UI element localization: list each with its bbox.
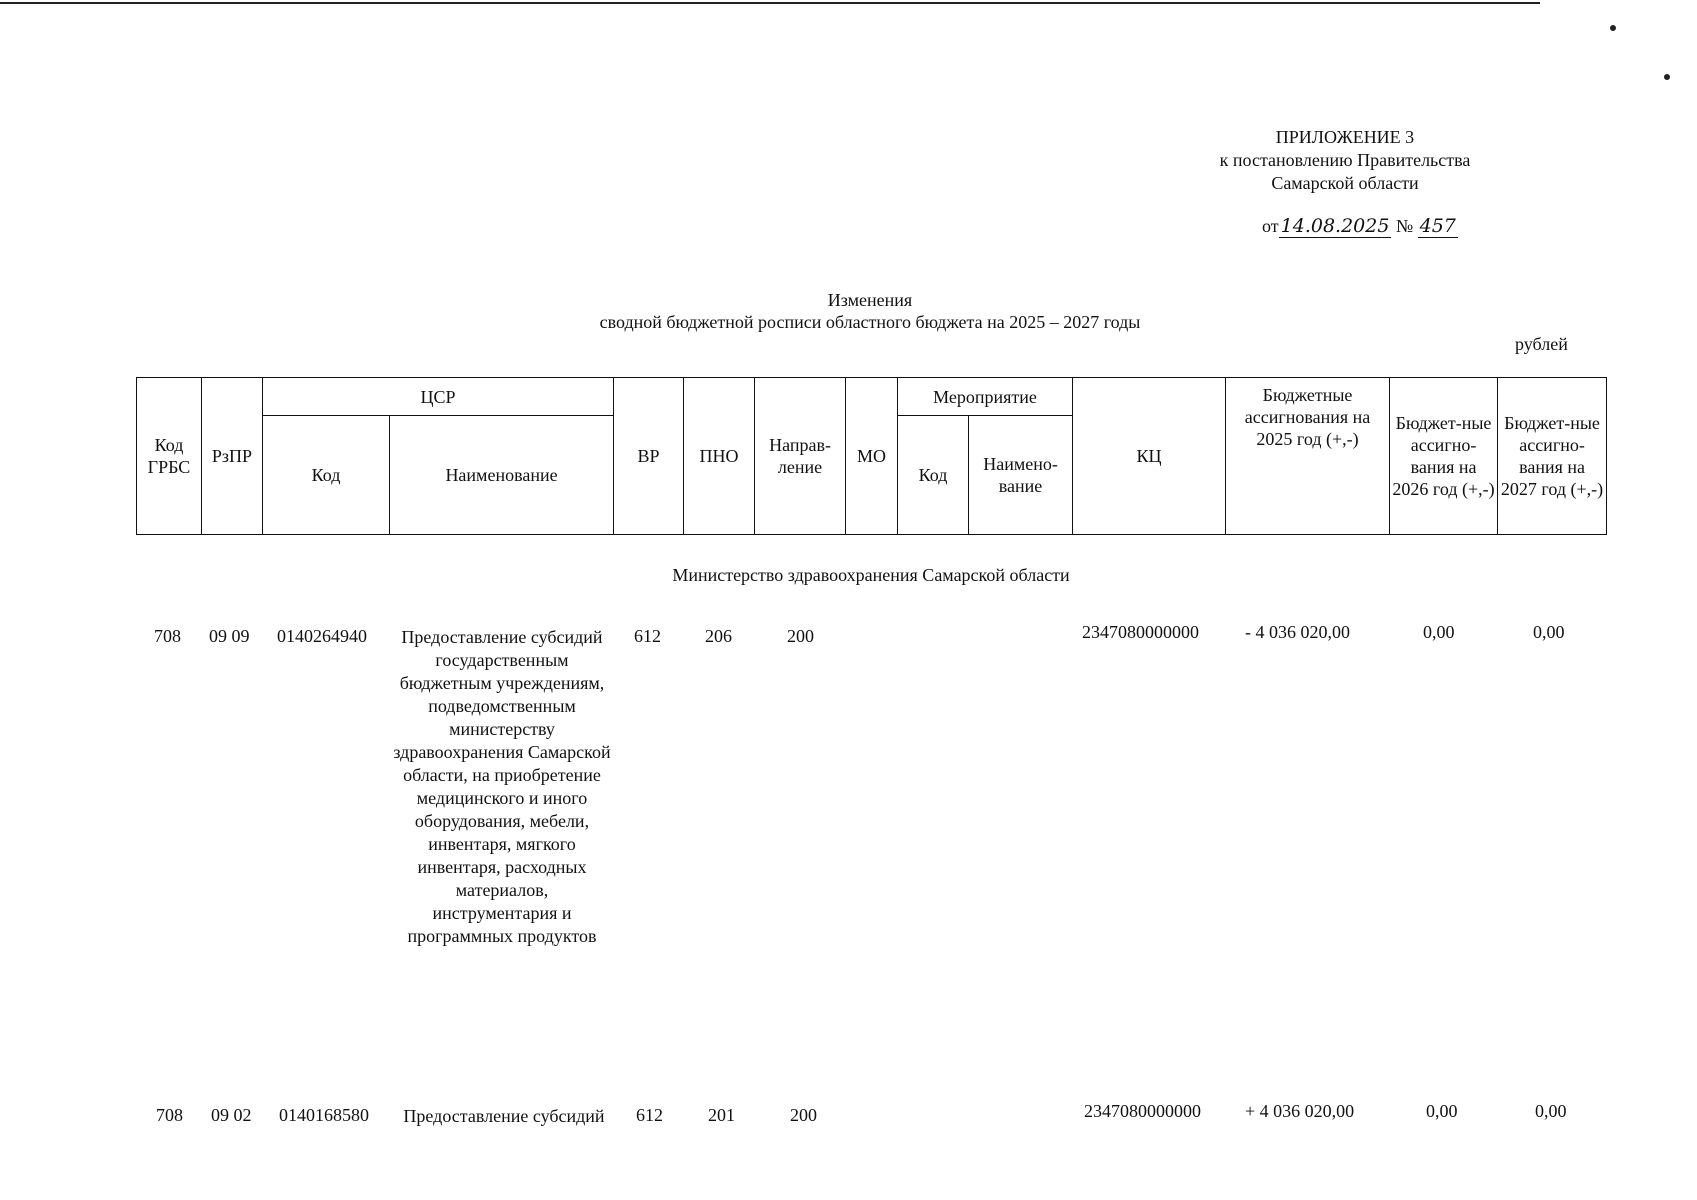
header-event-name: Наимено-вание [969, 416, 1073, 535]
cell-2027: 0,00 [1533, 622, 1565, 642]
header-rzpr: РзПР [202, 378, 263, 535]
header-direction: Направ-ление [755, 378, 846, 535]
cell-2025: + 4 036 020,00 [1245, 1101, 1355, 1121]
appendix-block [1180, 126, 1510, 195]
cell-rzpr: 09 02 [211, 1105, 252, 1125]
cell-grbs: 708 [156, 1105, 183, 1125]
header-event-kod: Код [898, 416, 969, 535]
cell-csr-name: Предоставление субсидий государственным бюджетным учреждениям, подведомственным министерству здравоохранения Самарской области, на приобретение медицинского и иного оборудования, мебели, инвентаря, мягкого инвентаря, расходных материалов, инструментария и программных продуктов [393, 627, 611, 946]
number-prefix: № [1395, 216, 1414, 236]
cell-kc: 2347080000000 [1084, 1101, 1201, 1121]
cell-vr: 612 [636, 1105, 663, 1125]
cell-pno: 201 [708, 1105, 735, 1125]
document-title: Изменения [827, 290, 913, 310]
cell-vr: 612 [634, 626, 661, 646]
date-prefix: от [1262, 216, 1279, 236]
header-csr-name: Наименование [390, 416, 614, 535]
document-subtitle: сводной бюджетной росписи областного бюджета на 2025 – 2027 годы [599, 312, 1141, 332]
header-kod-grbs: Код ГРБС [137, 378, 202, 535]
handwritten-number: 457 [1419, 215, 1456, 237]
cell-direction: 200 [787, 626, 814, 646]
header-vr: ВР [614, 378, 684, 535]
header-event: Мероприятие [898, 378, 1073, 416]
appendix-title: ПРИЛОЖЕНИЕ 3 [1275, 127, 1415, 147]
header-kc: КЦ [1073, 378, 1226, 535]
units-label: рублей [1515, 334, 1568, 354]
cell-2026: 0,00 [1426, 1101, 1458, 1121]
cell-csr-code: 0140168580 [279, 1105, 369, 1125]
scan-dot [1664, 74, 1670, 80]
handwritten-date: 14.08.2025 [1280, 215, 1390, 237]
cell-2025: - 4 036 020,00 [1245, 622, 1350, 642]
section-title: Министерство здравоохранения Самарской области [672, 565, 1070, 585]
top-rule [0, 2, 1540, 4]
cell-2027: 0,00 [1535, 1101, 1567, 1121]
cell-2026: 0,00 [1423, 622, 1455, 642]
budget-table-header [136, 377, 1607, 535]
cell-rzpr: 09 09 [209, 626, 250, 646]
appendix-line: к постановлению Правительства [1219, 150, 1471, 170]
header-csr-kod: Код [263, 416, 390, 535]
header-csr: ЦСР [263, 378, 614, 416]
header-2026: Бюджет-ные ассигно-вания на 2026 год (+,-) [1390, 378, 1498, 535]
header-2025: Бюджетные ассигнования на 2025 год (+,-) [1226, 378, 1390, 535]
cell-kc: 2347080000000 [1082, 622, 1199, 642]
cell-pno: 206 [705, 626, 732, 646]
header-mo: МО [846, 378, 898, 535]
scan-dot [1610, 25, 1616, 31]
cell-grbs: 708 [154, 626, 181, 646]
cell-csr-name: Предоставление субсидий [403, 1106, 605, 1126]
cell-direction: 200 [790, 1105, 817, 1125]
decree-line [1262, 215, 1458, 237]
cell-csr-code: 0140264940 [277, 626, 367, 646]
header-pno: ПНО [684, 378, 755, 535]
appendix-line: Самарской области [1271, 173, 1419, 193]
header-2027: Бюджет-ные ассигно-вания на 2027 год (+,-) [1498, 378, 1607, 535]
